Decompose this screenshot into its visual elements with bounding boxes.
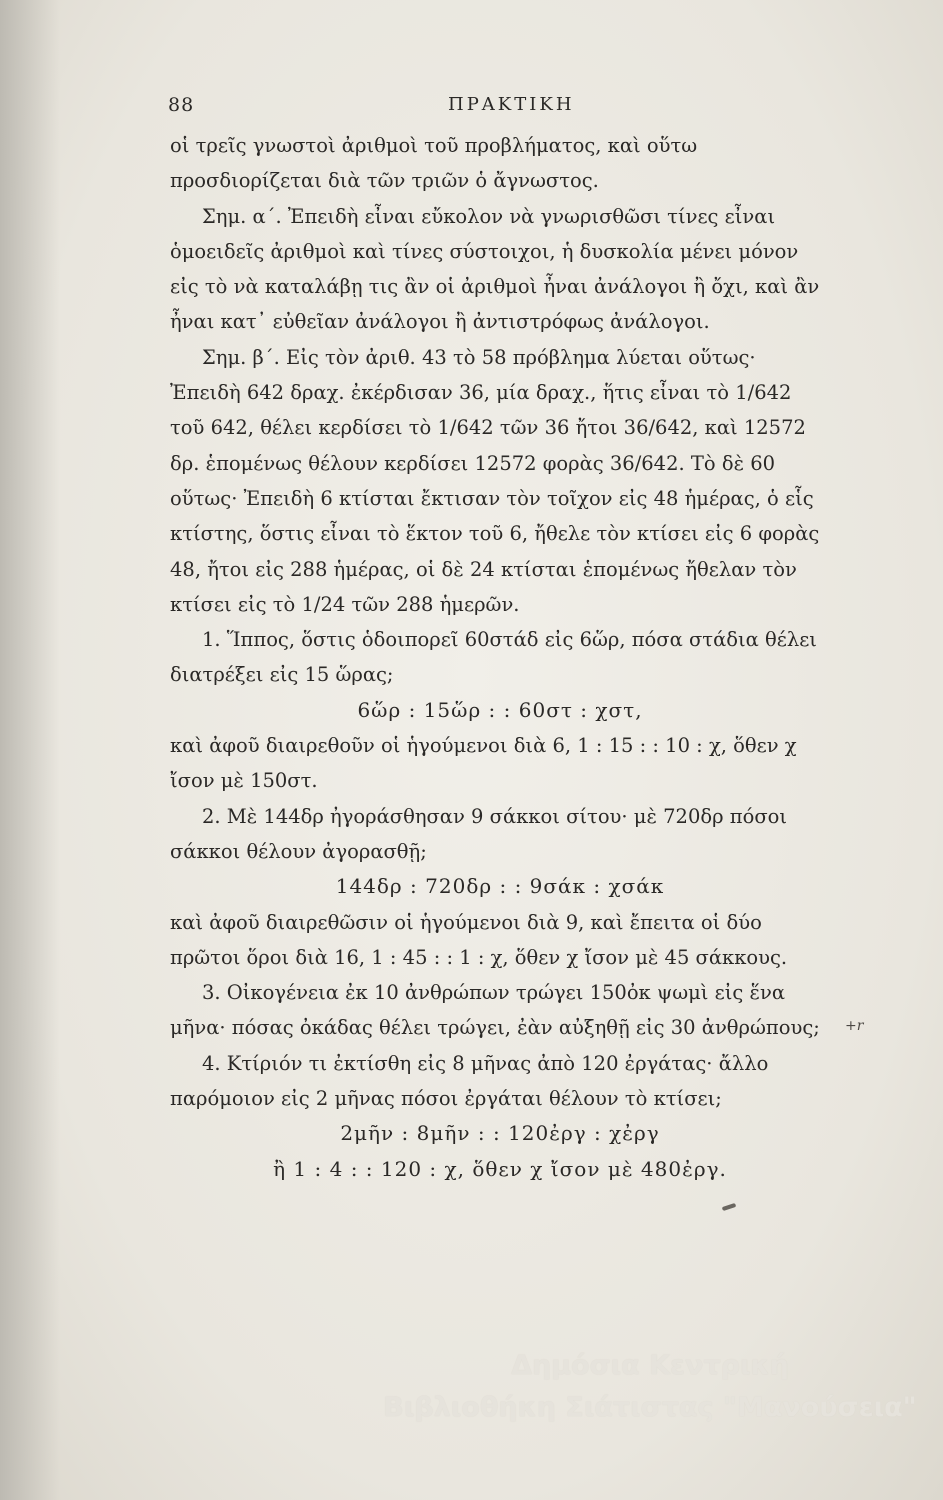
- page-number: 88: [168, 94, 195, 116]
- proportion-2: 144δρ : 720δρ : : 9σάκ : χσάκ: [335, 874, 665, 899]
- running-title: ΠΡΑΚΤΙΚΗ: [448, 94, 575, 115]
- library-watermark: [360, 1345, 940, 1429]
- paragraph-continuation: οἱ τρεῖς γνωστοὶ ἀριθμοὶ τοῦ προβλήματος, καὶ οὕτω προσδιορίζεται διὰ τῶν τριῶν ὁ ἄγνωστος.: [170, 134, 698, 193]
- proportion-1: 6ὥρ : 15ὥρ : : 60στ : χστ,: [357, 697, 643, 722]
- handwritten-margin-note: +r: [845, 1018, 864, 1034]
- proportion-4-reduced: ἢ 1 : 4 : : 120 : χ, ὅθεν χ ἴσον μὲ 480ἐργ.: [273, 1156, 727, 1181]
- paragraph-problem-3: 3. Οἰκογένεια ἐκ 10 ἀνθρώπων τρώγει 150ὀκ ψωμὶ εἰς ἕνα μῆνα· πόσας ὀκάδας θέλει τρώγει, ἐὰν αὐξηθῇ εἰς 30 ἀνθρώπους;: [170, 981, 820, 1040]
- paragraph-note-alpha: Σημ. α΄. Ἐπειδὴ εἶναι εὔκολον νὰ γνωρισθῶσι τίνες εἶναι ὁμοειδεῖς ἀριθμοὶ καὶ τίνες σύστοιχοι, ἡ δυσκολία μένει μόνον εἰς τὸ νὰ καταλάβῃ τις ἂν οἱ ἀριθμοὶ ἦναι ἀνάλογοι ἢ ὄχι, καὶ ἂν ἦναι κατ᾿ εὐθεῖαν ἀνάλογοι ἢ ἀντιστρόφως ἀνάλογοι.: [170, 204, 820, 334]
- running-header: [168, 94, 820, 124]
- paragraph-problem-2: 2. Μὲ 144δρ ἠγοράσθησαν 9 σάκκοι σίτου· μὲ 720δρ πόσοι σάκκοι θέλουν ἀγορασθῇ;: [170, 804, 788, 863]
- paragraph-problem-4: 4. Κτίριόν τι ἐκτίσθη εἰς 8 μῆνας ἀπὸ 120 ἐργάτας· ἄλλο παρόμοιον εἰς 2 μῆνας πόσοι ἐργάται θέλουν τὸ κτίσει;: [170, 1051, 769, 1111]
- proportion-4: 2μῆν : 8μῆν : : 120ἐργ : χἐργ: [340, 1121, 660, 1146]
- page-edge-shadow: [0, 0, 60, 1500]
- watermark-line-2: Βιβλιοθήκη Σιάτιστας "Μανούσεια": [383, 1392, 917, 1423]
- body-text: [170, 128, 830, 1187]
- paragraph-note-beta: Σημ. β΄. Εἰς τὸν ἀριθ. 43 τὸ 58 πρόβλημα λύεται οὕτως· Ἐπειδὴ 642 δραχ. ἐκέρδισαν 36, μία δραχ., ἥτις εἶναι τὸ 1/642 τοῦ 642, θέλει κερδίσει τὸ 1/642 τῶν 36 ἤτοι 36/642, καὶ 12572 δρ. ἑπομένως θέλουν κερδίσει 12572 φορὰς 36/642. Τὸ δὲ 60 οὕτως· Ἐπειδὴ 6 κτίσται ἔκτισαν τὸν τοῖχον εἰς 48 ἡμέρας, ὁ εἷς κτίστης, ὅστις εἶναι τὸ ἕκτον τοῦ 6, ἤθελε τὸν κτίσει εἰς 6 φορὰς 48, ἤτοι εἰς 288 ἡμέρας, οἱ δὲ 24 κτίσται ἑπομένως ἤθελαν τὸν κτίσει εἰς τὸ 1/24 τῶν 288 ἡμερῶν.: [170, 345, 820, 616]
- paragraph-solution-2: καὶ ἀφοῦ διαιρεθῶσιν οἱ ἡγούμενοι διὰ 9, καὶ ἔπειτα οἱ δύο πρῶτοι ὅροι διὰ 16, 1 : 45 : : 1 : χ, ὅθεν χ ἴσον μὲ 45 σάκκους.: [170, 910, 788, 969]
- paragraph-problem-1: 1. Ἵππος, ὅστις ὁδοιπορεῖ 60στάδ εἰς 6ὥρ, πόσα στάδια θέλει διατρέξει εἰς 15 ὥρας;: [170, 628, 817, 687]
- pen-mark: [722, 1203, 737, 1211]
- watermark-line-1: Δημόσια Κεντρική: [511, 1350, 789, 1381]
- paragraph-solution-1: καὶ ἀφοῦ διαιρεθοῦν οἱ ἡγούμενοι διὰ 6, 1 : 15 : : 10 : χ, ὅθεν χ ἴσον μὲ 150στ.: [170, 734, 797, 793]
